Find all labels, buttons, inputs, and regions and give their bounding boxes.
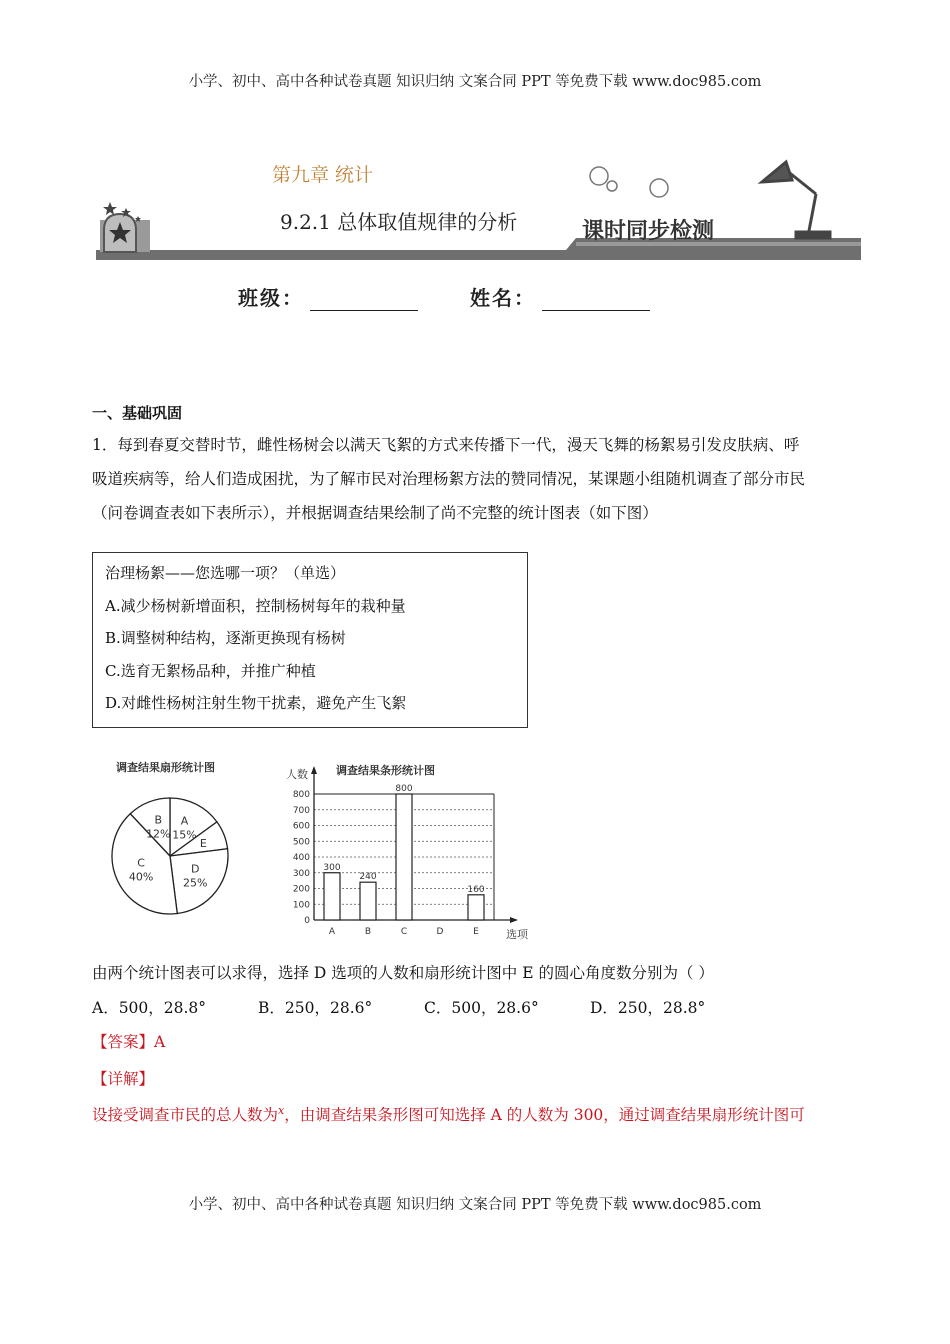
pie-label-d: D — [190, 862, 200, 876]
detail-label: 【详解】 — [92, 1070, 155, 1088]
pie-label-c: C — [137, 856, 145, 870]
detail-text-after: ，由调查结果条形图可知选择 A 的人数为 300，通过调查结果扇形统计图可 — [284, 1106, 805, 1124]
x-tick-label: C — [400, 927, 408, 937]
bubbles-icon — [590, 167, 668, 197]
name-label: 姓名： — [470, 286, 536, 310]
bar-a — [324, 873, 340, 920]
bar-value-label: 240 — [359, 872, 377, 883]
question-stem — [92, 428, 862, 530]
stem-line: 1．每到春夏交替时节，雌性杨树会以满天飞絮的方式来传播下一代，漫天飞舞的杨絮易引发皮肤病、呼 — [92, 436, 800, 454]
detail-text-before: 设接受调查市民的总人数为 — [92, 1106, 279, 1124]
pie-label-b: B — [154, 813, 163, 827]
bar-b — [360, 882, 376, 920]
bar-c — [396, 794, 412, 920]
name-blank[interactable] — [542, 292, 650, 311]
survey-item: D.对雌性杨树注射生物干扰素，避免产生飞絮 — [105, 694, 407, 712]
desk-lamp-icon — [762, 162, 830, 238]
x-tick-label: D — [436, 927, 444, 937]
y-tick-label: 600 — [292, 821, 310, 832]
chapter-title: 第九章 统计 — [272, 164, 374, 186]
survey-item: B.调整树种结构，逐渐更换现有杨树 — [105, 629, 346, 647]
survey-title: 治理杨絮——您选哪一项？（单选） — [105, 564, 346, 582]
choice-b[interactable]: B．250，28.6° — [258, 999, 373, 1017]
survey-box — [92, 552, 528, 728]
y-axis-arrow — [311, 766, 317, 774]
x-axis-label: 选项 — [506, 928, 528, 941]
bar-value-label: 160 — [467, 884, 485, 895]
class-field[interactable] — [238, 282, 418, 311]
stem-line: 吸道疾病等，给人们造成困扰，为了解市民对治理杨絮方法的赞同情况，某课题小组随机调查了部分市民 — [92, 470, 806, 488]
lesson-title: 9.2.1 总体取值规律的分析 — [280, 210, 518, 234]
detail-text — [92, 1103, 872, 1125]
y-tick-label: 200 — [292, 884, 310, 895]
pie-percent-c: 40% — [128, 870, 154, 884]
choice-c[interactable]: C．500，28.6° — [424, 999, 539, 1017]
site-footer: 小学、初中、高中各种试卷真题 知识归纳 文案合同 PPT 等免费下载 www.doc985.com — [188, 1197, 762, 1213]
y-tick-label: 500 — [292, 837, 310, 848]
y-tick-label: 700 — [292, 805, 310, 816]
y-tick-label: 0 — [304, 916, 310, 926]
pie-percent-a: 15% — [172, 828, 197, 842]
pie-label-a: A — [180, 814, 189, 828]
survey-item: A.减少杨树新增面积，控制杨树每年的栽种量 — [105, 596, 406, 615]
pie-chart — [100, 756, 240, 922]
bar-e — [468, 895, 484, 920]
pie-title: 调查结果扇形统计图 — [116, 761, 215, 774]
name-field[interactable] — [470, 282, 650, 311]
x-tick-label: B — [364, 927, 372, 937]
bar-value-label: 300 — [323, 862, 341, 873]
section-title: 一、基础巩固 — [92, 404, 183, 422]
answer: 【答案】A — [92, 1033, 166, 1051]
star-badge-icon — [100, 202, 150, 252]
bar-title: 调查结果条形统计图 — [336, 764, 435, 777]
survey-item: C.选育无絮杨品种，并推广种植 — [105, 661, 316, 680]
stem-line: （问卷调查表如下表所示），并根据调查结果绘制了尚不完整的统计图表（如下图） — [92, 504, 658, 522]
pie-percent-d: 25% — [182, 876, 208, 890]
x-axis-arrow — [510, 917, 518, 923]
y-tick-label: 800 — [292, 790, 310, 800]
y-tick-label: 300 — [292, 868, 310, 879]
x-tick-label: A — [328, 927, 336, 937]
y-axis-label: 人数 — [286, 768, 308, 781]
choice-d[interactable]: D．250，28.8° — [590, 999, 706, 1017]
detail-variable: x — [278, 1103, 285, 1117]
question-prompt: 由两个统计图表可以求得，选择 D 选项的人数和扇形统计图中 E 的圆心角度数分别为（ ） — [92, 964, 714, 982]
bar-chart — [280, 756, 540, 942]
bar-value-label: 800 — [395, 784, 413, 794]
pie-percent-b: 12% — [146, 827, 171, 841]
class-label: 班级： — [238, 286, 304, 310]
pie-label-e: E — [199, 836, 207, 850]
site-header: 小学、初中、高中各种试卷真题 知识归纳 文案合同 PPT 等免费下载 www.doc985.com — [188, 74, 762, 90]
x-tick-label: E — [473, 927, 479, 937]
choice-a[interactable]: A．500，28.8° — [92, 999, 207, 1017]
class-blank[interactable] — [310, 292, 418, 311]
y-tick-label: 100 — [292, 900, 310, 911]
badge-text: 课时同步检测 — [582, 218, 715, 244]
y-tick-label: 400 — [292, 853, 310, 863]
